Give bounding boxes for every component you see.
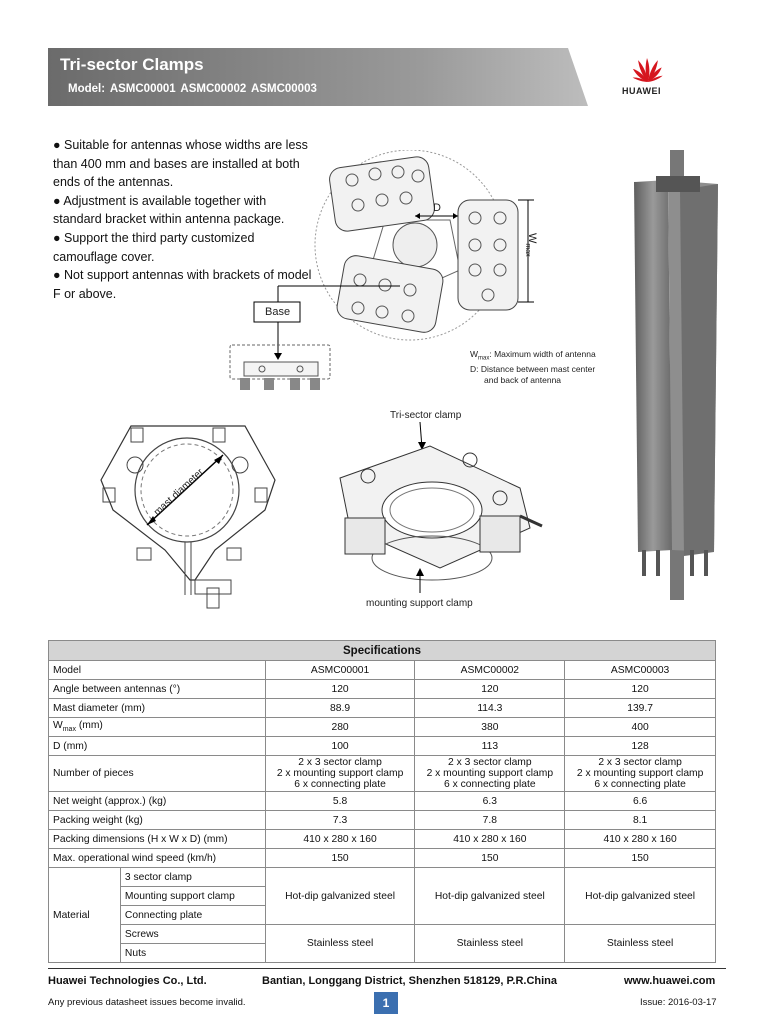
header-model-2: ASMC00002 bbox=[415, 661, 565, 680]
antenna-photo bbox=[620, 150, 730, 600]
table-row: Packing weight (kg) 7.3 7.8 8.1 bbox=[49, 811, 716, 830]
table-title: Specifications bbox=[49, 641, 716, 661]
material-label: Material bbox=[49, 868, 121, 963]
page-number: 1 bbox=[374, 992, 398, 1014]
material-row: Material 3 sector clamp Hot-dip galvanized steel Hot-dip galvanized steel Hot-dip galvanized steel bbox=[49, 868, 716, 887]
footer-company: Huawei Technologies Co., Ltd. bbox=[48, 975, 207, 987]
feature-item: ● Suitable for antennas whose widths are less than 400 mm and bases are installed at both ends of the antennas. bbox=[53, 138, 308, 190]
mast-diameter-label: mast diameter bbox=[152, 466, 206, 519]
material-row: Mounting support clamp bbox=[49, 887, 716, 906]
tri-sector-clamp-label: Tri-sector clamp bbox=[390, 410, 462, 421]
header-model: Model bbox=[49, 661, 266, 680]
page-title: Tri-sector Clamps bbox=[60, 55, 204, 74]
clamp-isometric-view bbox=[320, 418, 550, 593]
table-header-row bbox=[49, 661, 716, 680]
table-row: $W_{max}$ (mm) 280 380 400 bbox=[49, 718, 716, 737]
table-row: Net weight (approx.) (kg) 5.8 6.3 6.6 bbox=[49, 792, 716, 811]
footer-divider bbox=[48, 968, 726, 969]
model-list: Model: ASMC00001 ASMC00002 ASMC00003 bbox=[68, 83, 317, 95]
clamp-top-view bbox=[95, 420, 285, 615]
issue-date: Issue: 2016-03-17 bbox=[640, 997, 717, 1008]
header-band bbox=[48, 48, 726, 106]
material-row: Connecting plate bbox=[49, 906, 716, 925]
material-row: Nuts bbox=[49, 944, 716, 963]
d-dimension-label: D bbox=[433, 202, 441, 214]
table-row: Mast diameter (mm) 88.9 114.3 139.7 bbox=[49, 699, 716, 718]
material-row: Screws Stainless steel Stainless steel Stainless steel bbox=[49, 925, 716, 944]
mounting-support-clamp-label: mounting support clamp bbox=[366, 598, 473, 609]
base-label: Base bbox=[265, 306, 291, 318]
feature-item: ● Not support antennas with brackets of model F or above. bbox=[53, 268, 312, 301]
table-row: Max. operational wind speed (km/h) 150 150 150 bbox=[49, 849, 716, 868]
huawei-logo-text: HUAWEI bbox=[622, 86, 661, 96]
footer-note: Any previous datasheet issues become invalid. bbox=[48, 997, 246, 1008]
footer-url[interactable]: www.huawei.com bbox=[624, 975, 716, 987]
table-row: Packing dimensions (H x W x D) (mm) 410 x 280 x 160 410 x 280 x 160 410 x 280 x 160 bbox=[49, 830, 716, 849]
table-title-row bbox=[49, 641, 716, 661]
table-row: D (mm) 100 113 128 bbox=[49, 737, 716, 756]
header-model-3: ASMC00003 bbox=[565, 661, 716, 680]
table-row: Number of pieces 2 x 3 sector clamp 2 x mounting support clamp 6 x connecting plate 2 x 3 sector clamp 2 x mounting support clamp 6 x connecting plate 2 x 3 sector clamp 2 x mounting support clamp 6 x connecting plate bbox=[49, 756, 716, 792]
legend-wmax: $W_{max}$: Maximum width of antenna bbox=[470, 349, 596, 362]
legend-d-line1: D: Distance between mast center bbox=[470, 364, 596, 374]
footer-address: Bantian, Longgang District, Shenzhen 518129, P.R.China bbox=[262, 975, 558, 987]
wmax-dimension-label: $W_{max}$ bbox=[523, 233, 538, 257]
specifications-table bbox=[48, 640, 716, 963]
top-view-diagram bbox=[210, 150, 610, 400]
feature-item: ● Support the third party customized camouflage cover. bbox=[53, 230, 255, 264]
table-row: Angle between antennas (°) 120 120 120 bbox=[49, 680, 716, 699]
header-model-1: ASMC00001 bbox=[265, 661, 415, 680]
feature-item: ● Adjustment is available together with standard bracket within antenna package. bbox=[53, 193, 285, 227]
legend-d-line2: and back of antenna bbox=[484, 375, 562, 385]
